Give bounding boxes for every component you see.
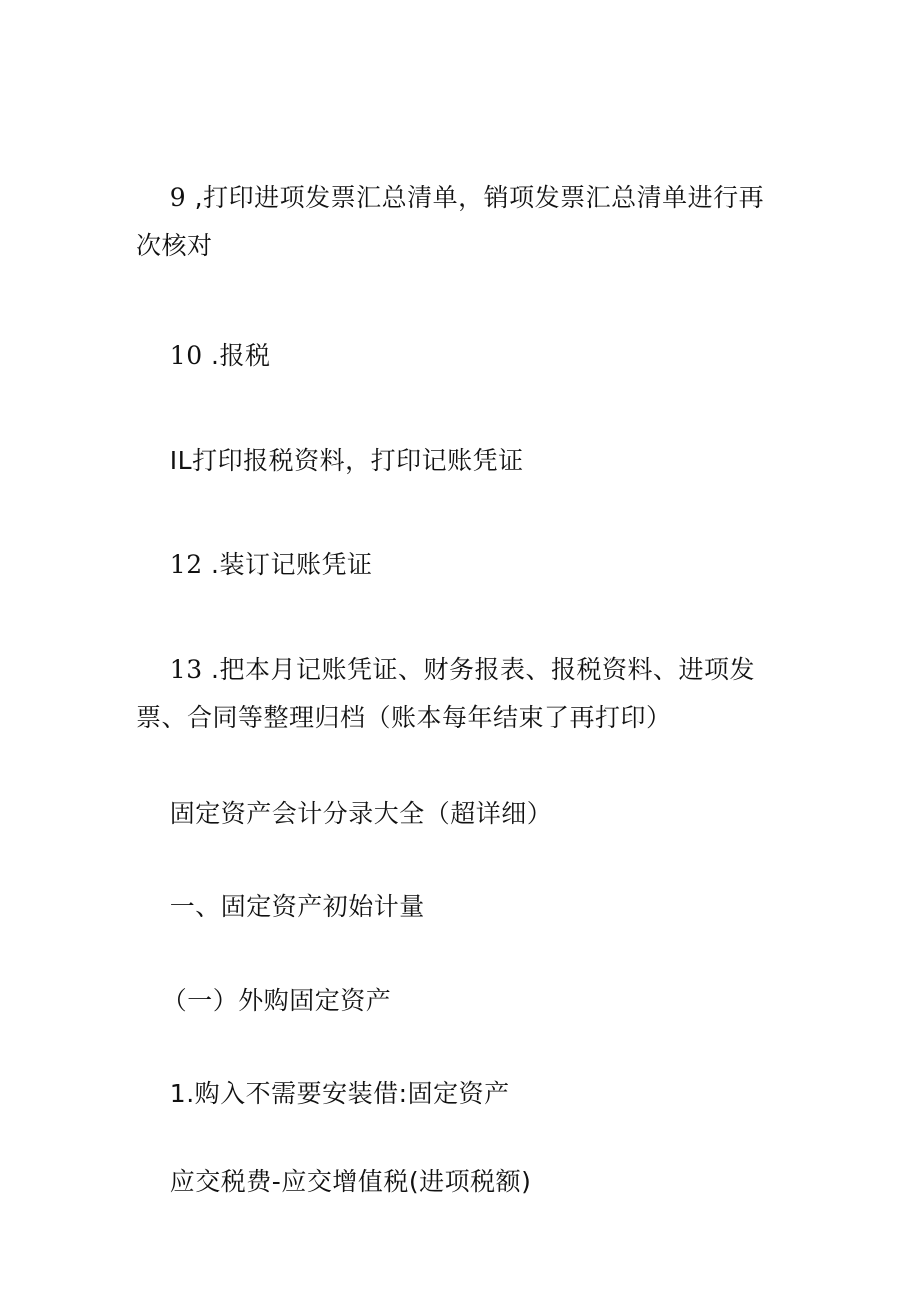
entry-line (136, 1110, 786, 1254)
paragraph-number: 10 (169, 341, 203, 370)
paragraph-text: 1.购入不需要安装借:固定资产 (169, 1079, 510, 1108)
paragraph-text: .把本月记账凭证、财务报表、报税资料、进项发票、合同等整理归档（账本每年结束了再打印） (136, 655, 756, 732)
paragraph-number: 9 (169, 183, 187, 212)
paragraph-number: 13 (169, 655, 203, 684)
paragraph-text: 应交税费-应交增值税(进项税额) (169, 1167, 532, 1196)
paragraph-text: .报税 (202, 341, 271, 370)
paragraph-text: IL打印报税资料，打印记账凭证 (169, 446, 524, 475)
paragraph-number: 12 (169, 550, 203, 579)
paragraph-text: 固定资产会计分录大全（超详细） (169, 799, 553, 828)
paragraph-text: .装订记账凭证 (202, 550, 373, 579)
paragraph-text: （一）外购固定资产 (161, 986, 392, 1015)
paragraph-text: 一、固定资产初始计量 (169, 892, 425, 921)
paragraph-text: ,打印进项发票汇总清单，销项发票汇总清单进行再次核对 (136, 183, 765, 260)
